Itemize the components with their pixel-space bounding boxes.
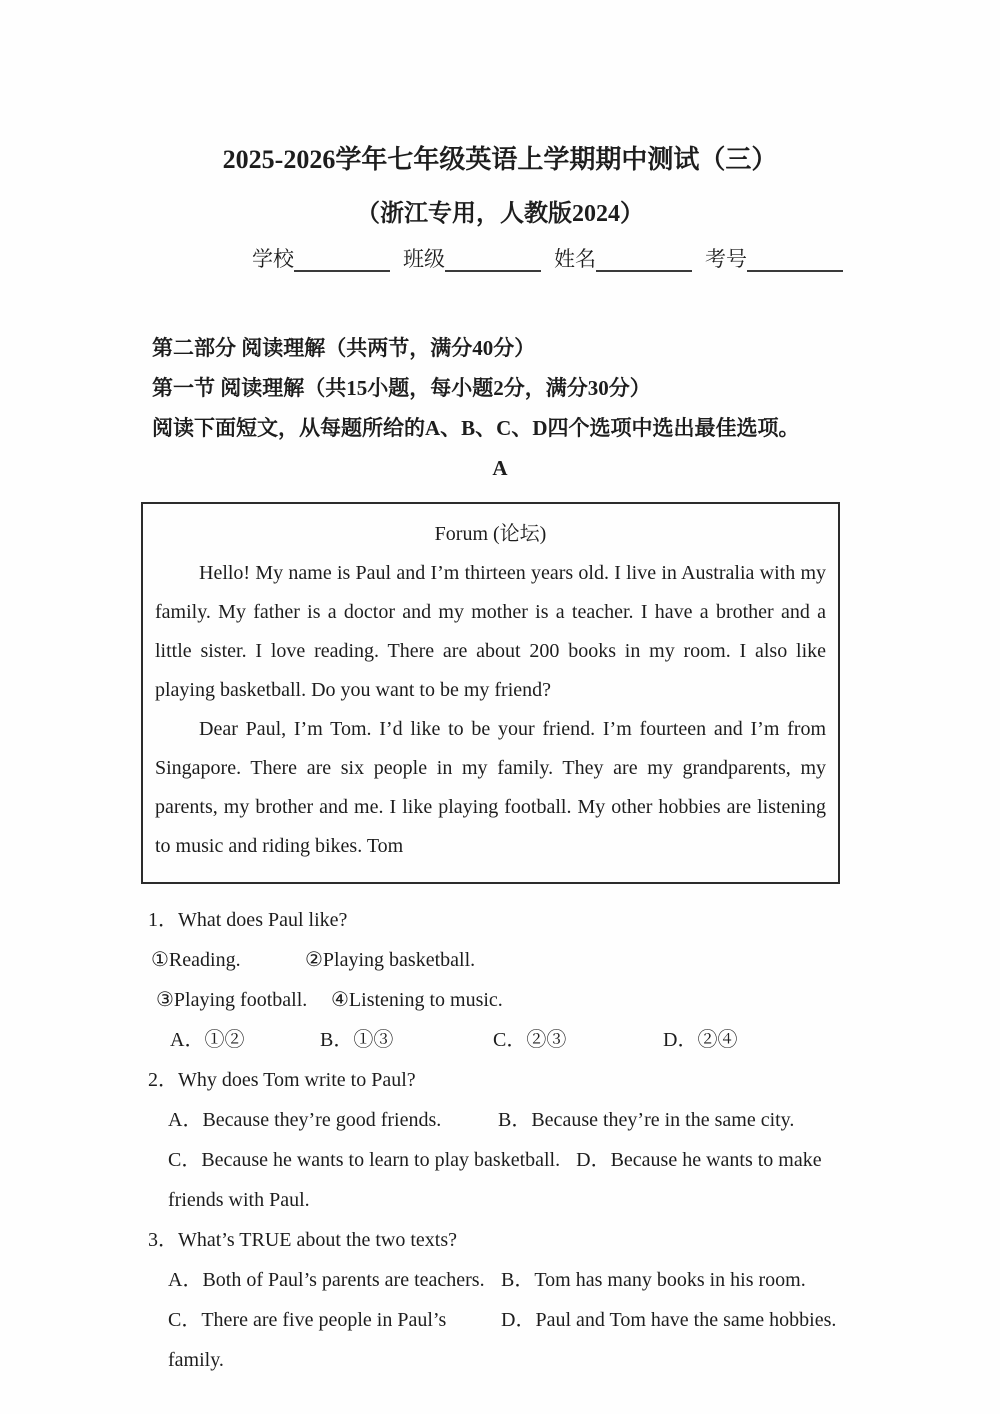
info-field-school (252, 246, 390, 272)
passage-paragraph-2: Dear Paul, I’m Tom. I’d like to be your friend. I’m fourteen and I’m from Singapore. There are six people in my family. They are my grandparents, my parents, my brother and me. I like playing football. My other hobbies are listening to music and riding bikes. Tom (155, 718, 826, 857)
question-3-options-row-2 (148, 1300, 862, 1380)
subsection-heading: 第一节 阅读理解（共15小题，每小题2分，满分30分） (152, 376, 651, 400)
questions-section (148, 900, 862, 1380)
question-1-item-4: ④Listening to music. (331, 989, 503, 1011)
info-field-class (403, 246, 541, 272)
info-field-exam-number (705, 246, 843, 272)
info-field-name (554, 246, 692, 272)
page-subtitle: （浙江专用，人教版2024） (356, 201, 644, 227)
question-1 (148, 900, 862, 1060)
school-blank-line (294, 246, 390, 272)
option-c-text: Because he wants to learn to play basketball. (201, 1149, 561, 1171)
passage-paragraph-1: Hello! My name is Paul and I’m thirteen years old. I live in Australia with my family. My father is a doctor and my mother is a teacher. I have a brother and a little sister. I love reading. There are about 200 books in my room. I also like playing basketball. Do you want to be my friend? (155, 562, 826, 701)
section-headings (152, 328, 1000, 448)
question-2-option-b (498, 1100, 794, 1140)
option-b-label: B． (498, 1109, 532, 1131)
question-2-options-row-1 (148, 1100, 862, 1140)
option-d-label: D． (576, 1149, 611, 1171)
question-3-option-b (501, 1260, 806, 1300)
option-d-text: ②④ (697, 1029, 738, 1051)
option-b-text: ①③ (353, 1029, 394, 1051)
question-1-option-a (170, 1020, 320, 1060)
question-2-option-a (168, 1100, 498, 1140)
option-a-label: A． (170, 1029, 205, 1051)
question-1-item-2: ②Playing basketball. (305, 949, 476, 971)
option-a-label: A． (168, 1109, 203, 1131)
option-c-label: C． (168, 1309, 202, 1331)
question-1-stem (148, 900, 862, 940)
question-1-text: What does Paul like? (178, 909, 348, 931)
question-3-option-d (501, 1300, 836, 1340)
school-label: 学校 (252, 247, 294, 271)
question-1-number: 1． (148, 909, 178, 931)
name-label: 姓名 (554, 247, 596, 271)
question-2-number: 2． (148, 1069, 178, 1091)
question-3-text: What’s TRUE about the two texts? (178, 1229, 458, 1251)
option-d-label: D． (663, 1029, 698, 1051)
part-heading: 第二部分 阅读理解（共两节，满分40分） (152, 336, 536, 360)
question-1-items-row-1 (148, 940, 862, 980)
question-1-option-b (320, 1020, 493, 1060)
class-label: 班级 (403, 247, 445, 271)
option-d-text: Paul and Tom have the same hobbies. (535, 1309, 837, 1331)
option-b-text: Because they’re in the same city. (531, 1109, 795, 1131)
option-b-text: Tom has many books in his room. (534, 1269, 806, 1291)
question-3-option-a (168, 1260, 501, 1300)
student-info-line (252, 246, 1000, 272)
option-d-label: D． (501, 1309, 536, 1331)
question-3-stem (148, 1220, 862, 1260)
option-a-text: ①② (204, 1029, 245, 1051)
option-b-label: B． (501, 1269, 535, 1291)
page-title: 2025-2026学年七年级英语上学期期中测试（三） (222, 145, 778, 174)
name-blank-line (596, 246, 692, 272)
option-c-label: C． (493, 1029, 527, 1051)
question-1-item-1: ①Reading. (151, 949, 241, 971)
question-2-text: Why does Tom write to Paul? (178, 1069, 416, 1091)
passage-title: Forum (论坛) (434, 523, 547, 545)
option-d-text: Because he wants to make friends with Paul. (168, 1149, 822, 1211)
question-3 (148, 1220, 862, 1380)
passage-box (141, 502, 840, 884)
class-blank-line (445, 246, 541, 272)
option-b-label: B． (320, 1029, 354, 1051)
option-c-label: C． (168, 1149, 202, 1171)
exam-number-blank-line (747, 246, 843, 272)
option-a-text: Both of Paul’s parents are teachers. (202, 1269, 485, 1291)
question-3-number: 3． (148, 1229, 178, 1251)
option-a-label: A． (168, 1269, 203, 1291)
exam-number-label: 考号 (705, 247, 747, 271)
instructions-text: 阅读下面短文，从每题所给的A、B、C、D四个选项中选出最佳选项。 (152, 416, 800, 440)
question-3-option-c (168, 1300, 501, 1380)
question-3-options-row-1 (148, 1260, 862, 1300)
question-1-option-d (663, 1020, 737, 1060)
question-1-options-row (148, 1020, 862, 1060)
option-a-text: Because they’re good friends. (202, 1109, 442, 1131)
question-1-items-row-2 (148, 980, 862, 1020)
question-2-stem (148, 1060, 862, 1100)
question-1-item-3: ③Playing football. (156, 989, 308, 1011)
question-2-options-row-2 (148, 1140, 846, 1220)
option-c-text: ②③ (526, 1029, 567, 1051)
passage-label: A (492, 456, 508, 480)
option-c-text: There are five people in Paul’s family. (168, 1309, 447, 1371)
question-2 (148, 1060, 862, 1220)
question-1-option-c (493, 1020, 663, 1060)
